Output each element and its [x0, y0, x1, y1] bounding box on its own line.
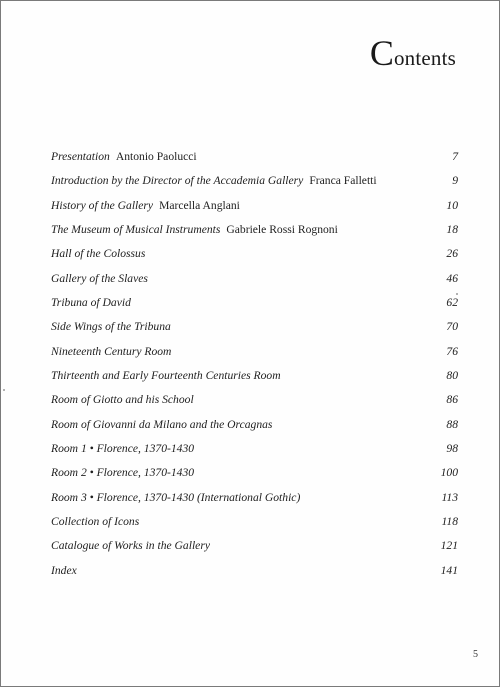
toc-entry-page: 70: [446, 320, 458, 334]
toc-entry-title: Hall of the Colossus: [51, 247, 146, 261]
toc-entry-page: 88: [446, 417, 458, 431]
toc-entry-title: Room 1 • Florence, 1370-1430: [51, 441, 195, 455]
toc-entry: [51, 486, 458, 510]
table-of-contents: [51, 145, 458, 583]
toc-entry-page: 62: [446, 295, 458, 309]
toc-entry: [51, 218, 458, 242]
toc-entry-page: 141: [440, 563, 458, 577]
page-number: 5: [473, 649, 478, 660]
toc-entry-page: 86: [446, 393, 458, 407]
toc-entry-page: 10: [446, 198, 458, 212]
paper-speck: [456, 293, 458, 295]
toc-entry-page: 76: [446, 344, 458, 358]
toc-entry-title: Room of Giovanni da Milano and the Orcagnas: [51, 417, 273, 431]
toc-entry-page: 121: [440, 539, 458, 553]
toc-entry: [51, 364, 458, 388]
toc-entry: [51, 291, 458, 315]
toc-entry-title: Thirteenth and Early Fourteenth Centuries Room: [51, 368, 281, 382]
toc-entry-author: Antonio Paolucci: [115, 150, 197, 163]
page-title: [370, 35, 456, 71]
toc-entry-page: 26: [446, 247, 458, 261]
toc-entry-page: 80: [446, 368, 458, 382]
toc-entry-title: Collection of Icons: [51, 514, 140, 528]
toc-entry-page: 46: [446, 271, 458, 285]
toc-entry-author: Franca Falletti: [309, 174, 377, 188]
toc-entry: [51, 267, 458, 291]
toc-entry: [51, 413, 458, 437]
toc-entry-title: Catalogue of Works in the Gallery: [51, 539, 210, 553]
toc-entry-title: Side Wings of the Tribuna: [51, 320, 171, 334]
toc-entry-title: The Museum of Musical Instruments: [51, 222, 221, 236]
toc-entry-title: Nineteenth Century Room: [51, 344, 172, 358]
toc-entry-title: Presentation: [51, 150, 110, 163]
toc-entry-author: Marcella Anglani: [159, 198, 240, 212]
toc-entry: [51, 242, 458, 266]
toc-entry: [51, 145, 458, 169]
toc-entry: [51, 534, 458, 558]
toc-entry-page: 118: [441, 514, 458, 528]
toc-entry: [51, 340, 458, 364]
toc-entry: [51, 437, 458, 461]
toc-entry: [51, 169, 458, 193]
toc-entry-page: 98: [446, 441, 458, 455]
toc-entry: [51, 388, 458, 412]
toc-entry-title: History of the Gallery: [51, 198, 154, 212]
toc-entry: [51, 559, 458, 583]
title-initial: C: [369, 33, 394, 73]
toc-entry-page: 7: [452, 150, 458, 163]
title-rest: ontents: [393, 46, 456, 70]
toc-entry-title: Introduction by the Director of the Accademia Gallery: [51, 174, 304, 188]
toc-entry-title: Index: [51, 563, 77, 577]
toc-entry-page: 9: [452, 174, 458, 188]
toc-entry-title: Room 3 • Florence, 1370-1430 (International Gothic): [51, 490, 301, 504]
toc-entry: [51, 510, 458, 534]
toc-entry-page: 18: [446, 222, 458, 236]
toc-entry: [51, 461, 458, 485]
toc-entry-title: Room 2 • Florence, 1370-1430: [51, 466, 195, 480]
toc-entry-title: Gallery of the Slaves: [51, 271, 148, 285]
toc-entry-page: 100: [440, 466, 458, 480]
paper-speck: [3, 389, 5, 391]
toc-entry-title: Tribuna of David: [51, 295, 131, 309]
toc-entry: [51, 194, 458, 218]
toc-entry-author: Gabriele Rossi Rognoni: [226, 222, 338, 236]
toc-entry-title: Room of Giotto and his School: [51, 393, 194, 407]
toc-entry: [51, 315, 458, 339]
toc-entry-page: 113: [441, 490, 458, 504]
